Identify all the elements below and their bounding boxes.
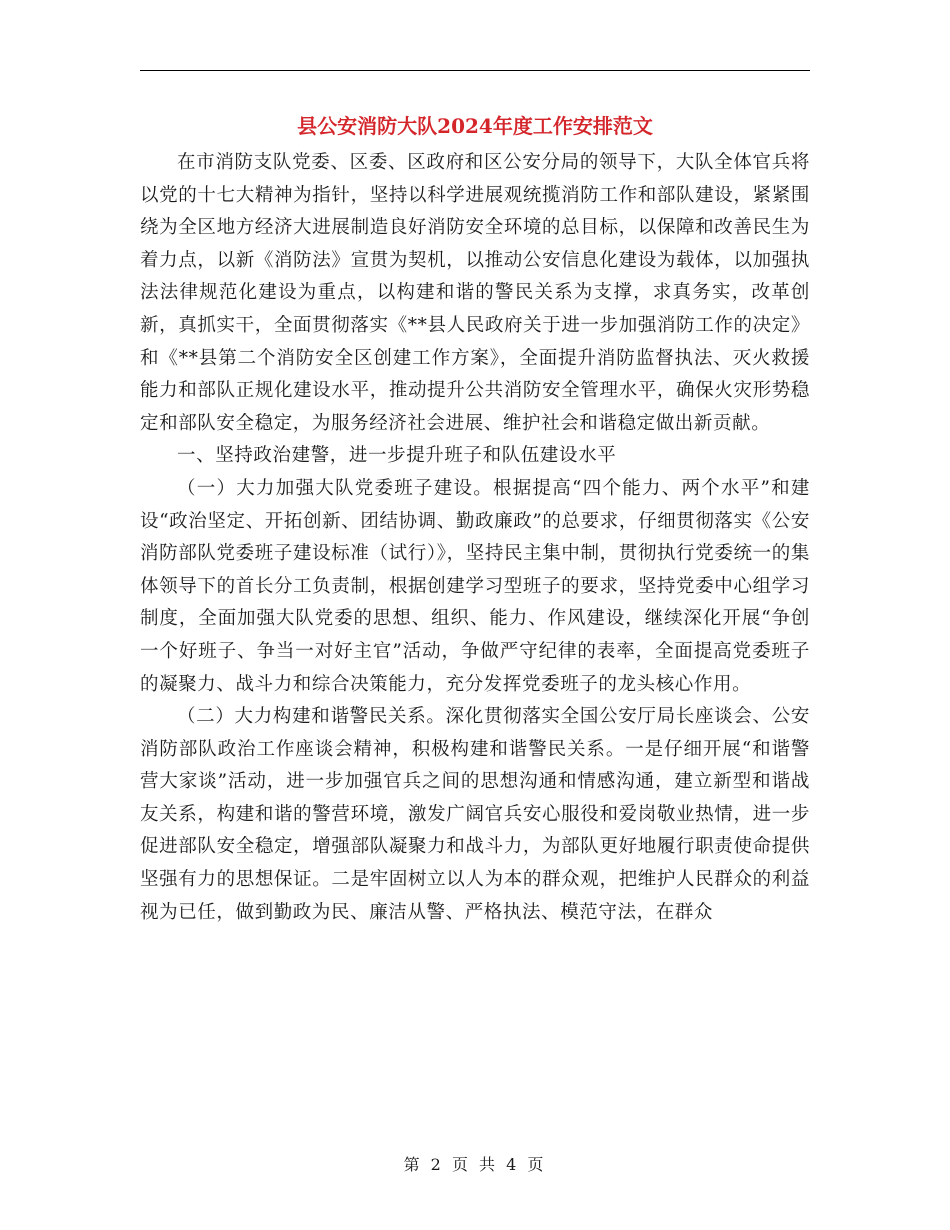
header-rule xyxy=(140,70,810,71)
paragraph-intro: 在市消防支队党委、区委、区政府和区公安分局的领导下，大队全体官兵将以党的十七大精神为指针，坚持以科学进展观统揽消防工作和部队建设，紧紧围绕为全区地方经济大进展制造良好消防安全环境的总目标，以保障和改善民生为着力点，以新《消防法》宣贯为契机，以推动公安信息化建设为载体，以加强执法法律规范化建设为重点，以构建和谐的警民关系为支撑，求真务实，改革创新，真抓实干，全面贯彻落实《**县人民政府关于进一步加强消防工作的决定》和《**县第二个消防安全区创建工作方案》，全面提升消防监督执法、灭火救援能力和部队正规化建设水平，推动提升公共消防安全管理水平，确保火灾形势稳定和部队安全稳定，为服务经济社会进展、维护社会和谐稳定做出新贡献。 xyxy=(140,152,810,434)
page-number-footer: 第 2 页 共 4 页 xyxy=(403,1155,547,1174)
document-body xyxy=(140,108,810,929)
document-title: 县公安消防大队2024年度工作安排范文 xyxy=(297,114,653,138)
section-heading-1: 一、坚持政治建警，进一步提升班子和队伍建设水平 xyxy=(177,445,617,467)
paragraph-1-2: （二）大力构建和谐警民关系。深化贯彻落实全国公安厅局长座谈会、公安消防部队政治工作座谈会精神，积极构建和谐警民关系。一是仔细开展“和谐警营大家谈”活动，进一步加强官兵之间的思想沟通和情感沟通，建立新型和谐战友关系，构建和谐的警营环境，激发广阔官兵安心服役和爱岗敬业热情，进一步促进部队安全稳定，增强部队凝聚力和战斗力，为部队更好地履行职责使命提供坚强有力的思想保证。二是牢固树立以人为本的群众观，把维护人民群众的利益视为已任，做到勤政为民、廉洁从警、严格执法、模范守法，在群众 xyxy=(140,706,810,923)
paragraph-1-1: （一）大力加强大队党委班子建设。根据提高“四个能力、两个水平”和建设“政治坚定、开拓创新、团结协调、勤政廉政”的总要求，仔细贯彻落实《公安消防部队党委班子建设标准（试行）》，坚持民主集中制，贯彻执行党委统一的集体领导下的首长分工负责制，根据创建学习型班子的要求，坚持党委中心组学习制度，全面加强大队党委的思想、组织、能力、作风建设，继续深化开展“争创一个好班子、争当一对好主官”活动，争做严守纪律的表率，全面提高党委班子的凝聚力、战斗力和综合决策能力，充分发挥党委班子的龙头核心作用。 xyxy=(140,477,810,695)
